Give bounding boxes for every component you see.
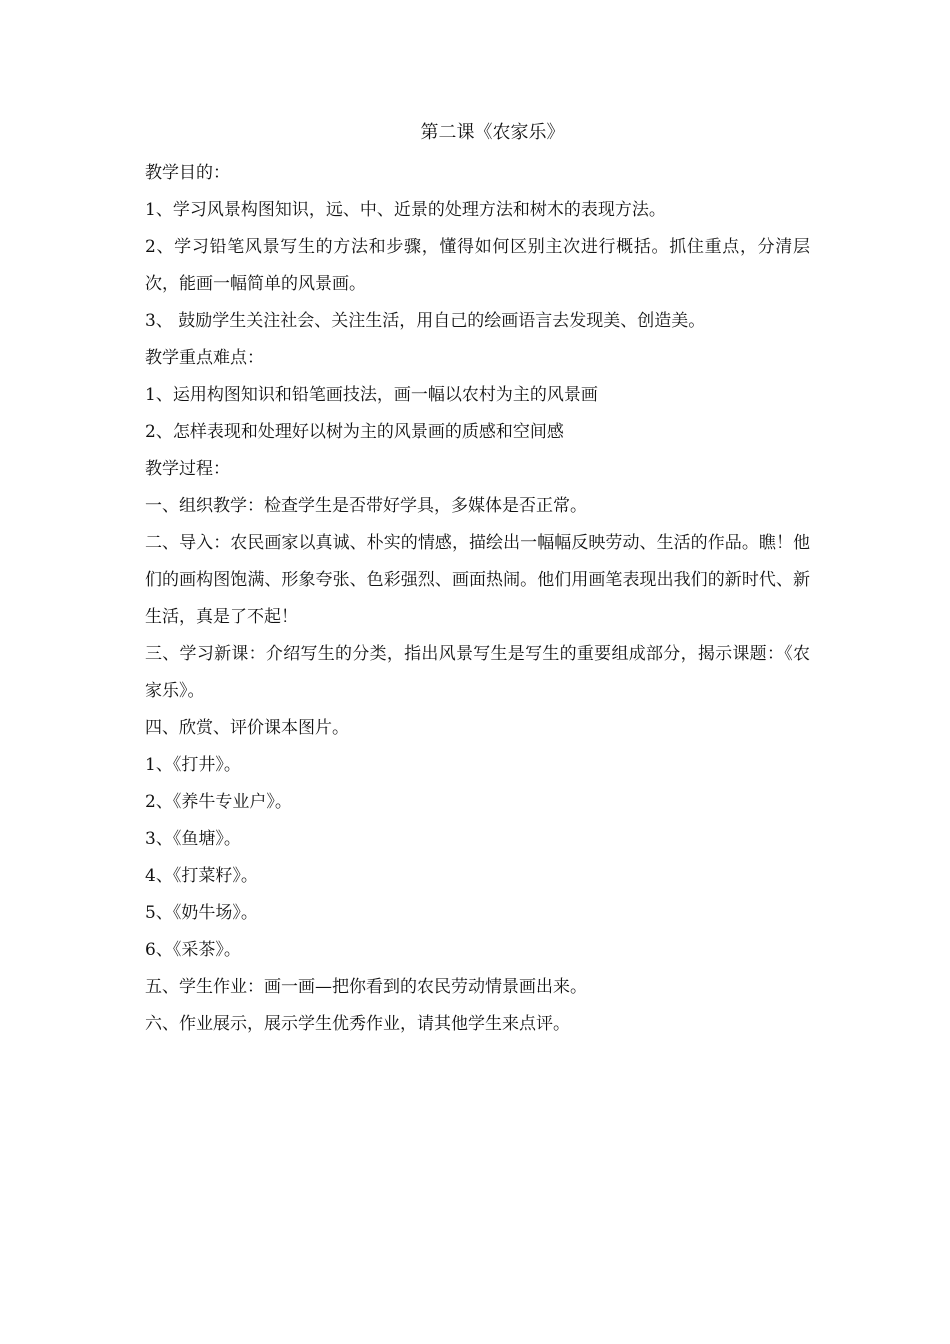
process-step: 二、导入：农民画家以真诚、朴实的情感，描绘出一幅幅反映劳动、生活的作品。瞧！他们的画构图饱满、形象夸张、色彩强烈、画面热闹。他们用画笔表现出我们的新时代、新生活，真是了不起！ (145, 533, 810, 627)
objectives-heading: 教学目的： (145, 163, 230, 183)
objective-item: 3、 鼓励学生关注社会、关注生活，用自己的绘画语言去发现美、创造美。 (145, 311, 706, 331)
process-step: 四、欣赏、评价课本图片。 (145, 718, 349, 738)
key-points-heading: 教学重点难点： (145, 348, 264, 368)
process-step: 六、作业展示，展示学生优秀作业，请其他学生来点评。 (145, 1014, 570, 1034)
process-step: 五、学生作业：画一画—把你看到的农民劳动情景画出来。 (145, 977, 587, 997)
objective-item: 1、学习风景构图知识，远、中、近景的处理方法和树木的表现方法。 (145, 200, 666, 220)
key-point-item: 2、怎样表现和处理好以树为主的风景画的质感和空间感 (145, 422, 564, 442)
document-body (145, 118, 810, 1043)
process-heading: 教学过程： (145, 459, 230, 479)
process-step: 三、学习新课：介绍写生的分类，指出风景写生是写生的重要组成部分，揭示课题：《农家乐》。 (145, 644, 810, 701)
picture-item: 2、《养牛专业户》。 (145, 792, 292, 812)
picture-item: 6、《采茶》。 (145, 940, 241, 960)
picture-item: 1、《打井》。 (145, 755, 241, 775)
objective-item: 2、学习铅笔风景写生的方法和步骤，懂得如何区别主次进行概括。抓住重点，分清层次，能画一幅简单的风景画。 (145, 237, 810, 294)
lesson-title: 第二课《农家乐》 (420, 122, 565, 143)
picture-item: 5、《奶牛场》。 (145, 903, 258, 923)
key-point-item: 1、运用构图知识和铅笔画技法，画一幅以农村为主的风景画 (145, 385, 598, 405)
process-step: 一、组织教学：检查学生是否带好学具，多媒体是否正常。 (145, 496, 587, 516)
picture-item: 3、《鱼塘》。 (145, 829, 241, 849)
picture-item: 4、《打菜籽》。 (145, 866, 258, 886)
